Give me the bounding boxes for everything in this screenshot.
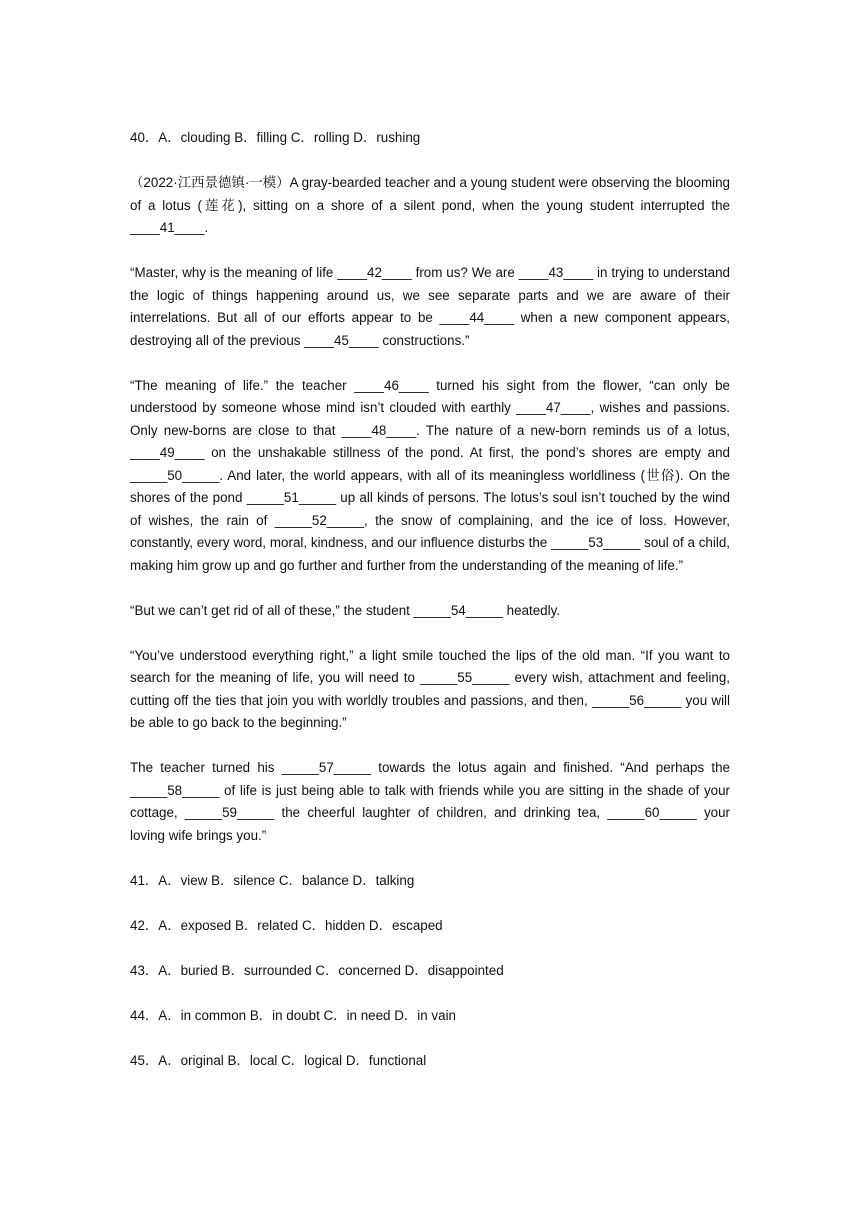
passage-paragraph: “The meaning of life.” the teacher ____46____ turned his sight from the flower, “can only be understood by someone whose mind isn’t clouded with earthly ____47____, wishes and passions. Only new-borns are close to that ____48____. The nature of a new-born reminds us of a lotus, ____49____ on the unshakable stillness of the pond. At first, the pond’s shores are empty and _____50_____. And later, the world appears, with all of its meaningless worldliness (世俗). On the shores of the pond _____51_____ up all kinds of persons. The lotus’s soul isn’t touched by the wind of wishes, the rain of _____52_____, the snow of complaining, and the ice of loss. However, constantly, every word, moral, kindness, and our influence disturbs the _____53_____ soul of a child, making him grow up and go further and further from the understanding of the meaning of life.” — [130, 377, 730, 573]
question-40: 40．A．clouding B．filling C．rolling D．rushing — [130, 130, 421, 145]
question-44: 44．A．in common B．in doubt C．in need D．in vain — [130, 1007, 456, 1023]
passage-paragraph: “But we can’t get rid of all of these,” the student _____54_____ heatedly. — [130, 602, 561, 618]
passage-paragraph: The teacher turned his _____57_____ towards the lotus again and finished. “And perhaps the _____58_____ of life is just being able to talk with friends while you are sitting in the shade of your cottage, _____59_____ the cheerful laughter of children, and drinking tea, _____60_____ your loving wife brings you.” — [130, 760, 730, 843]
question-45: 45．A．original B．local C．logical D．functional — [130, 1052, 427, 1068]
question-42: 42．A．exposed B．related C．hidden D．escaped — [130, 917, 443, 933]
question-41: 41．A．view B．silence C．balance D．talking — [130, 872, 415, 888]
passage-paragraph: “Master, why is the meaning of life ____42____ from us? We are ____43____ in trying to understand the logic of things happening around us, we see separate parts and we are aware of their interrelations. But all of our efforts appear to be ____44____ when a new component appears, destroying all of the previous ____45____ constructions.” — [130, 265, 730, 348]
question-43: 43．A．buried B．surrounded C．concerned D．disappointed — [130, 962, 504, 978]
passage-paragraph: “You’ve understood everything right,” a light smile touched the lips of the old man. “If you want to search for the meaning of life, you will need to _____55_____ every wish, attachment and feeling, cutting off the ties that join you with worldly troubles and passions, and then, _____56_____ you will be able to go back to the beginning.” — [130, 647, 730, 730]
passage-intro: （2022·江西景德镇·一模）A gray-bearded teacher and a young student were observing the blooming of a lotus (莲花), sitting on a shore of a silent pond, when the young student interrupted the ____41____. — [130, 175, 730, 235]
document-page — [130, 127, 730, 1072]
